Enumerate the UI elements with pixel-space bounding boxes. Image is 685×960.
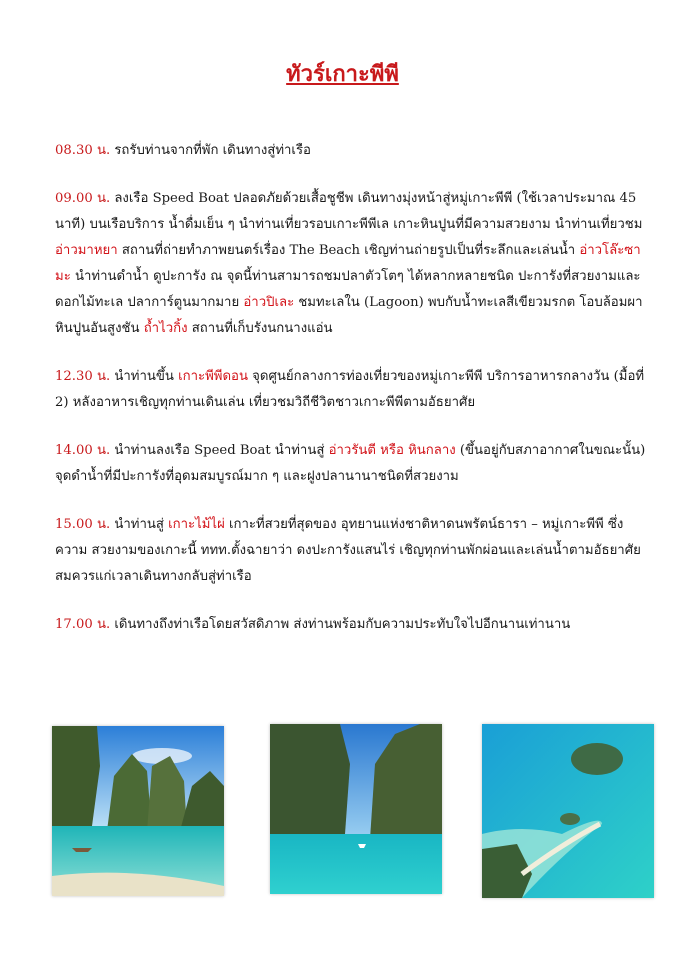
entry-text: (ขึ้นอยู่กับสภาอากาศในขณะนั้น) จุดดำน้ำที่มีปะการังที่อุดมสมบูรณ์มาก ๆ และฝูงปลานานาชนิดที่สวยงาม [55, 443, 646, 484]
itinerary-entry [55, 138, 655, 164]
bamboo-island-aerial-photo [482, 724, 654, 898]
itinerary [55, 138, 655, 660]
pileh-lagoon-photo [270, 724, 442, 894]
entry-time: 08.30 น. [55, 143, 111, 158]
itinerary-entry [55, 364, 655, 416]
place-highlight: เกาะพีพีดอน [178, 369, 248, 384]
page-title: ทัวร์เกาะพีพี [286, 61, 399, 87]
itinerary-entry [55, 438, 655, 490]
entry-text: นำท่านขึ้น [110, 369, 179, 384]
entry-text: ลงเรือ Speed Boat ปลอดภัยด้วยเสื้อชูชีพ เดินทางมุ่งหน้าสู่หมู่เกาะพีพี (ใช้เวลาประมาณ 45 นาที) บนเรือบริการ น้ำดื่มเย็น ๆ นำท่านเที่ยวรอบเกาะพีพีเล เกาะหินปูนที่มีความสวยงาม นำท่านเที่ยวชม [55, 191, 643, 232]
entry-text: เดินทางถึงท่าเรือโดยสวัสดิภาพ ส่งท่านพร้อมกับความประทับใจไปอีกนานเท่านาน [110, 617, 571, 632]
place-highlight: เกาะไม้ไผ่ [168, 517, 225, 532]
entry-text: ชมทะเลใน (Lagoon) พบกับน้ำทะเลสีเขียวมรกต โอบล้อมผาหินปูนอันสูงชัน [55, 295, 643, 336]
entry-text: สถานที่เก็บรังนกนางแอ่น [187, 321, 333, 336]
place-highlight: อ่าวรันตี หรือ หินกลาง [328, 443, 456, 458]
entry-text: นำท่านลงเรือ Speed Boat นำท่านสู่ [110, 443, 329, 458]
itinerary-entry [55, 512, 655, 590]
entry-text: รถรับท่านจากที่พัก เดินทางสู่ท่าเรือ [110, 143, 311, 158]
entry-text: สถานที่ถ่ายทำภาพยนตร์เรื่อง The Beach เชิญท่านถ่ายรูปเป็นที่ระลึกและเล่นน้ำ [117, 243, 580, 258]
entry-time: 17.00 น. [55, 617, 111, 632]
maya-bay-photo [52, 726, 224, 896]
itinerary-entry [55, 186, 655, 342]
place-highlight: อ่าวมาหยา [55, 243, 118, 258]
entry-time: 09.00 น. [55, 191, 111, 206]
place-highlight: ถ้ำไวกิ้ง [143, 321, 188, 336]
entry-time: 15.00 น. [55, 517, 111, 532]
entry-time: 12.30 น. [55, 369, 111, 384]
place-highlight: อ่าวโล๊ะซามะ [55, 243, 641, 284]
itinerary-entry [55, 612, 655, 638]
entry-text: เกาะที่สวยที่สุดของ อุทยานแห่งชาติหาดนพรัตน์ธารา – หมู่เกาะพีพี ซึ่งความ สวยงามของเกาะนี้ ททท.ตั้งฉายาว่า ดงปะการังแสนไร่ เชิญทุกท่านพักผ่อนและเล่นน้ำตามอัธยาศัย สมควรแก่เวลาเดินทางกลับสู่ท่าเรือ [55, 517, 641, 584]
photo-strip [52, 724, 657, 896]
entry-text: นำท่านดำน้ำ ดูปะการัง ณ จุดนี้ท่านสามารถชมปลาตัวโตๆ ได้หลากหลายชนิด ปะการังที่สวยงามและดอกไม้ทะเล ปลาการ์ตูนมากมาย [55, 269, 641, 310]
place-highlight: อ่าวปิเละ [243, 295, 295, 310]
entry-time: 14.00 น. [55, 443, 111, 458]
entry-text: นำท่านสู่ [110, 517, 169, 532]
entry-text: จุดศูนย์กลางการท่องเที่ยวของหมู่เกาะพีพี บริการอาหารกลางวัน (มื้อที่ 2) หลังอาหารเชิญทุกท่านเดินเล่น เที่ยวชมวิถีชีวิตชาวเกาะพีพีตามอัธยาศัย [55, 369, 645, 410]
